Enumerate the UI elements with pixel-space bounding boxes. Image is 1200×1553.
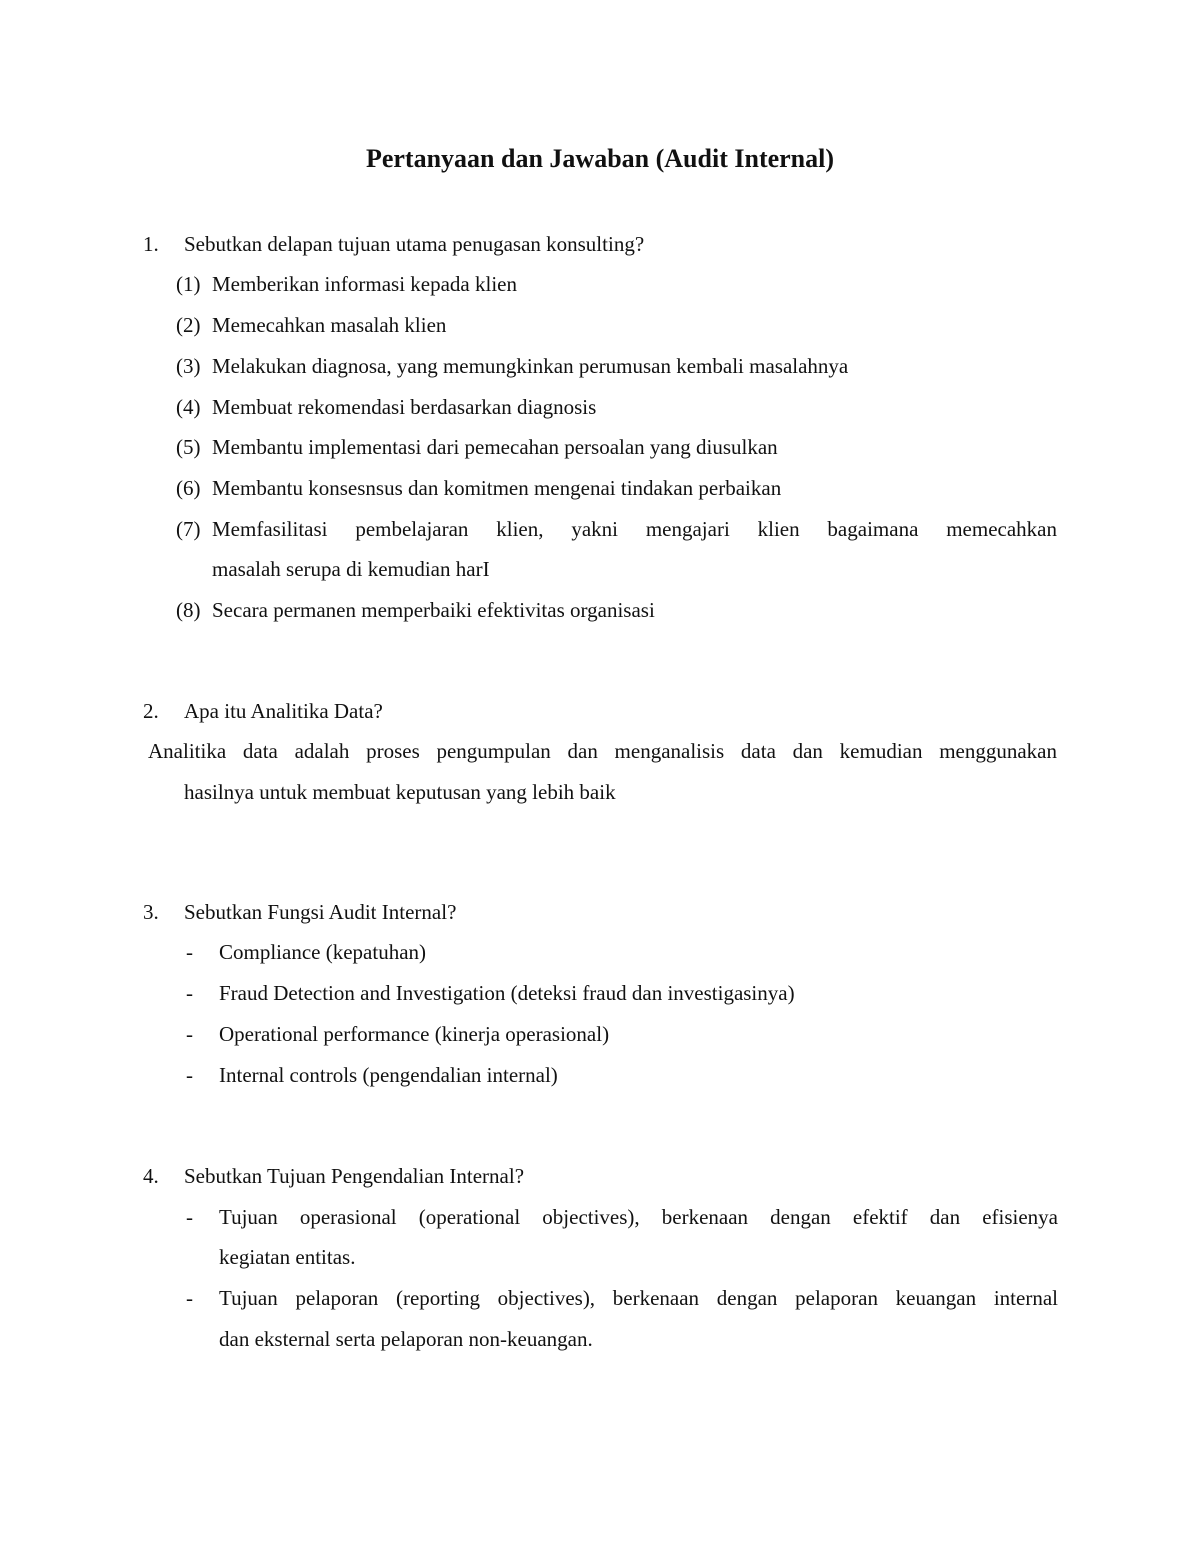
- q4-bullet-2: -: [186, 1286, 193, 1310]
- q3-number: 3.: [143, 900, 159, 924]
- q1-item-3-label: (3): [176, 354, 201, 378]
- q4-question: Sebutkan Tujuan Pengendalian Internal?: [184, 1164, 525, 1188]
- q2-answer-line-2: hasilnya untuk membuat keputusan yang lebih baik: [184, 780, 616, 804]
- q1-item-6-label: (6): [176, 476, 201, 500]
- q1-question: Sebutkan delapan tujuan utama penugasan konsulting?: [184, 232, 645, 256]
- q3-item-4: Internal controls (pengendalian internal): [219, 1063, 558, 1087]
- q1-item-7-label: (7): [176, 517, 201, 541]
- q1-item-2-label: (2): [176, 313, 201, 337]
- q1-item-4-label: (4): [176, 395, 201, 419]
- q2-question: Apa itu Analitika Data?: [184, 699, 383, 723]
- q1-item-2-text: Memecahkan masalah klien: [212, 313, 447, 337]
- document-title: Pertanyaan dan Jawaban (Audit Internal): [365, 144, 835, 173]
- q1-number: 1.: [143, 232, 159, 256]
- q4-item-2-line-1: Tujuan pelaporan (reporting objectives), berkenaan dengan pelaporan keuangan internal: [219, 1286, 1058, 1310]
- q1-item-8-label: (8): [176, 598, 201, 622]
- q4-bullet-1: -: [186, 1205, 193, 1229]
- q3-bullet-4: -: [186, 1063, 193, 1087]
- q2-answer-line-1: Analitika data adalah proses pengumpulan dan menganalisis data dan kemudian menggunakan: [148, 739, 1057, 763]
- q1-item-5-label: (5): [176, 435, 201, 459]
- q1-item-4-text: Membuat rekomendasi berdasarkan diagnosis: [212, 395, 597, 419]
- q4-number: 4.: [143, 1164, 159, 1188]
- q1-item-6-text: Membantu konsesnsus dan komitmen mengenai tindakan perbaikan: [212, 476, 782, 500]
- q1-item-7-text-continued: masalah serupa di kemudian harI: [212, 557, 490, 581]
- q1-item-7-text: Memfasilitasi pembelajaran klien, yakni mengajari klien bagaimana memecahkan: [212, 517, 1057, 541]
- q1-item-8-text: Secara permanen memperbaiki efektivitas organisasi: [212, 598, 655, 622]
- q3-item-2: Fraud Detection and Investigation (deteksi fraud dan investigasinya): [219, 981, 795, 1005]
- q3-bullet-3: -: [186, 1022, 193, 1046]
- q1-item-1-text: Memberikan informasi kepada klien: [212, 272, 517, 296]
- q3-question: Sebutkan Fungsi Audit Internal?: [184, 900, 457, 924]
- q2-number: 2.: [143, 699, 159, 723]
- q4-item-1-line-2: kegiatan entitas.: [219, 1245, 356, 1269]
- q1-item-3-text: Melakukan diagnosa, yang memungkinkan perumusan kembali masalahnya: [212, 354, 849, 378]
- q3-item-1: Compliance (kepatuhan): [219, 940, 427, 964]
- q1-item-1-label: (1): [176, 272, 201, 296]
- q1-item-5-text: Membantu implementasi dari pemecahan persoalan yang diusulkan: [212, 435, 778, 459]
- q3-bullet-2: -: [186, 981, 193, 1005]
- q3-item-3: Operational performance (kinerja operasional): [219, 1022, 610, 1046]
- q4-item-1-line-1: Tujuan operasional (operational objectives), berkenaan dengan efektif dan efisienya: [219, 1205, 1058, 1229]
- q3-bullet-1: -: [186, 940, 193, 964]
- q4-item-2-line-2: dan eksternal serta pelaporan non-keuangan.: [219, 1327, 593, 1351]
